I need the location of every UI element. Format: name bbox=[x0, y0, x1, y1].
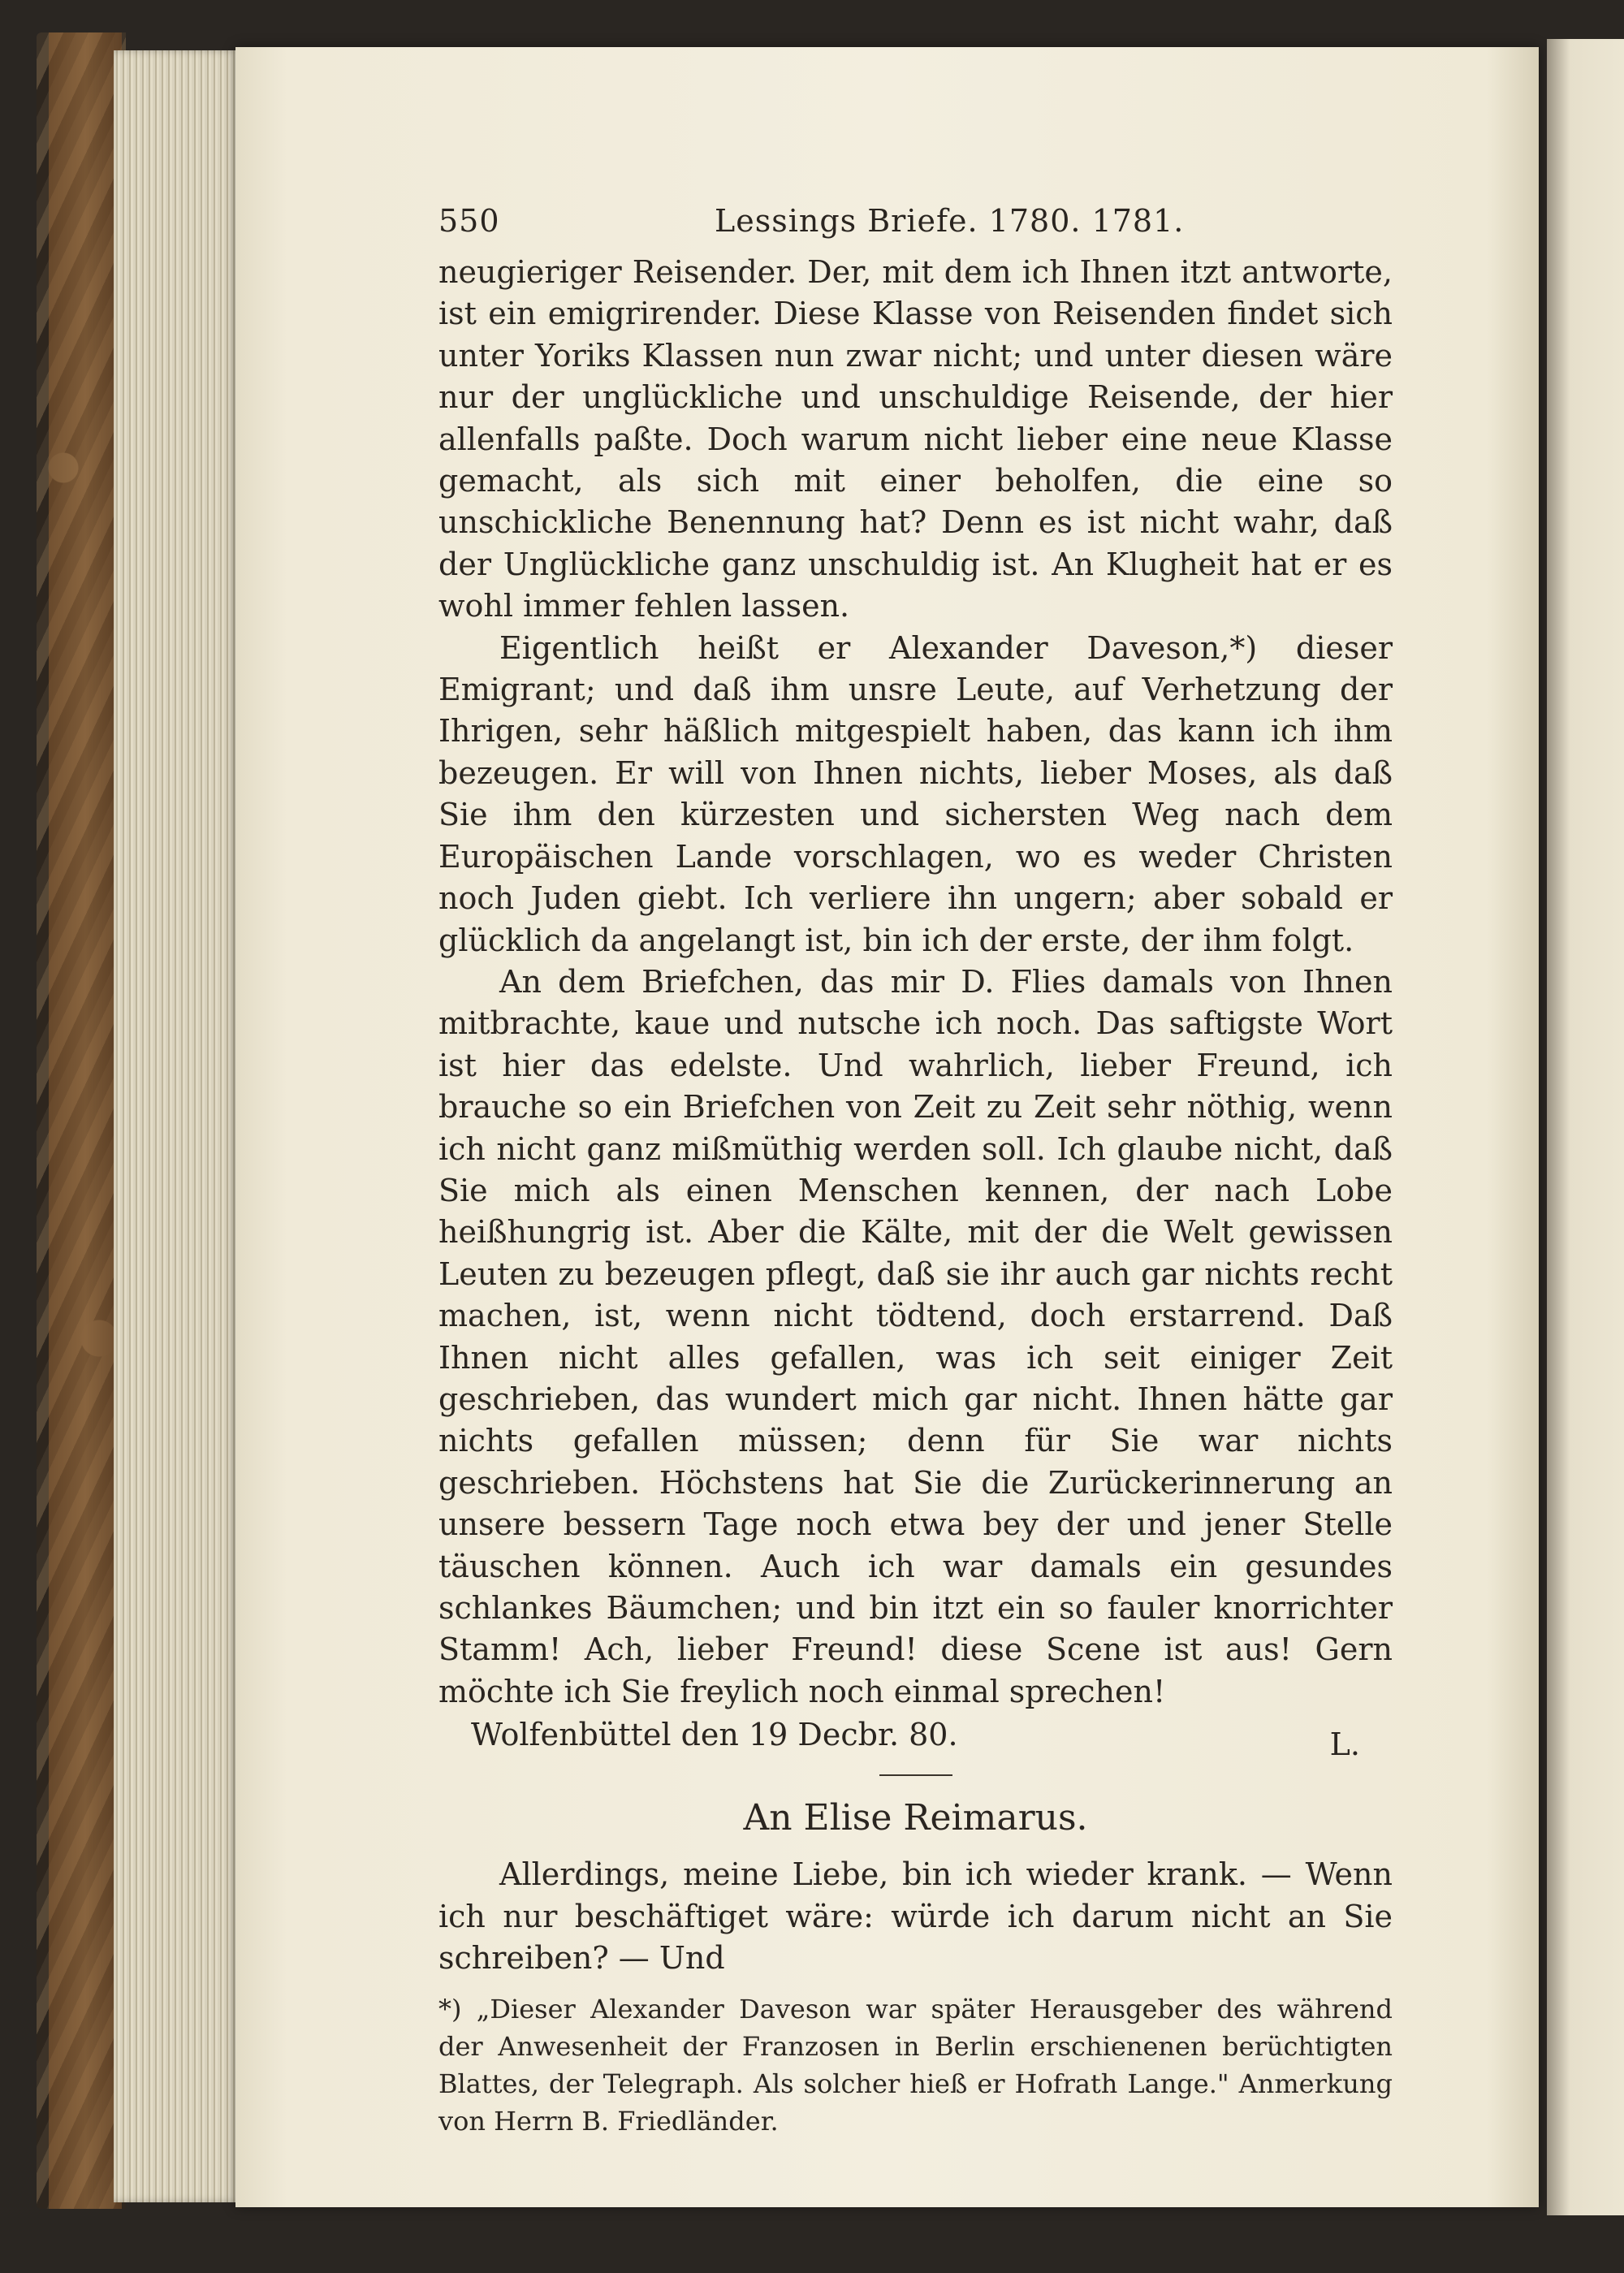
facing-page-edge bbox=[1547, 39, 1624, 2215]
section-opening bbox=[438, 1854, 1393, 1979]
section-title: An Elise Reimarus. bbox=[743, 1797, 1088, 1839]
signature-initial: L. bbox=[1329, 1726, 1360, 1763]
paragraph-3: An dem Briefchen, das mir D. Flies damals von Ihnen mitbrachte, kaue und nutsche ich noch. Das saftigste Wort ist hier das edelste. Und wahrlich, lieber Freund, ich brauche so ein Briefchen von Zeit zu Zeit sehr nöthig, wenn ich nicht ganz mißmüthig werden soll. Ich glaube nicht, daß Sie mich als einen Menschen kennen, der nach Lobe heißhungrig ist. Aber die Kälte, mit der die Welt gewissen Leuten zu bezeugen pflegt, daß sie ihr auch gar nichts recht machen, ist, wenn nicht tödtend, doch erstarrend. Daß Ihnen nicht alles gefallen, was ich seit einiger Zeit geschrieben, das wundert mich gar nicht. Ihnen hätte gar nichts gefallen müssen; denn für Sie war nichts geschrieben. Höchstens hat Sie die Zurückerinnerung an unsere bessern Tage noch etwa bey der und jener Stelle täuschen können. Auch ich war damals ein gesundes schlankes Bäumchen; und bin itzt ein so fauler knorrichter Stamm! Ach, lieber Freund! diese Scene ist aus! Gern möchte ich Sie freylich noch einmal sprechen! bbox=[438, 963, 1393, 1709]
letter-body bbox=[438, 252, 1393, 1713]
paragraph-1: neugieriger Reisender. Der, mit dem ich Ihnen itzt antworte, ist ein emigrirender. Diese Klasse von Reisenden findet sich unter Yoriks Klassen nun zwar nicht; und unter diesen wäre nur der unglückliche und unschuldige Reisende, der hier allenfalls paßte. Doch warum nicht lieber eine neue Klasse gemacht, als sich mit einer beholfen, die eine so unschickliche Benennung hat? Denn es ist nicht wahr, daß der Unglückliche ganz unschuldig ist. An Klugheit hat er es wohl immer fehlen lassen. bbox=[438, 254, 1393, 624]
letter-signoff bbox=[438, 1714, 1393, 1763]
place-and-date: Wolfenbüttel den 19 Decbr. 80. bbox=[471, 1717, 958, 1753]
footnote: *) „Dieser Alexander Daveson war später Herausgeber des während der Anwesenheit der Franzosen in Berlin erschienenen berüchtigten Blattes, der Telegraph. Als solcher hieß er Hofrath Lange." Anmerkung von Herrn B. Friedländer. bbox=[438, 1994, 1393, 2137]
running-title: Lessings Briefe. 1780. 1781. bbox=[715, 203, 1185, 239]
paragraph-2: Eigentlich heißt er Alexander Daveson,*) dieser Emigrant; und daß ihm unsre Leute, auf Verhetzung der Ihrigen, sehr häßlich mitgespielt haben, das kann ich ihm bezeugen. Er will von Ihnen nichts, lieber Moses, als daß Sie ihm den kürzesten und sichersten Weg nach dem Europäischen Lande vorschlagen, wo es weder Christen noch Juden giebt. Ich verliere ihn ungern; aber sobald er glücklich da angelangt ist, bin ich der erste, der ihm folgt. bbox=[438, 629, 1393, 958]
running-header bbox=[438, 203, 1393, 252]
page-stack-edge bbox=[114, 50, 244, 2202]
page-number: 550 bbox=[438, 203, 500, 239]
section-divider bbox=[879, 1774, 952, 1776]
leather-spine-edge bbox=[49, 32, 122, 2209]
page-text-block bbox=[438, 203, 1393, 2140]
opening-paragraph: Allerdings, meine Liebe, bin ich wieder krank. — Wenn ich nur beschäftiget wäre: würde ich darum nicht an Sie schreiben? — Und bbox=[438, 1856, 1393, 1977]
